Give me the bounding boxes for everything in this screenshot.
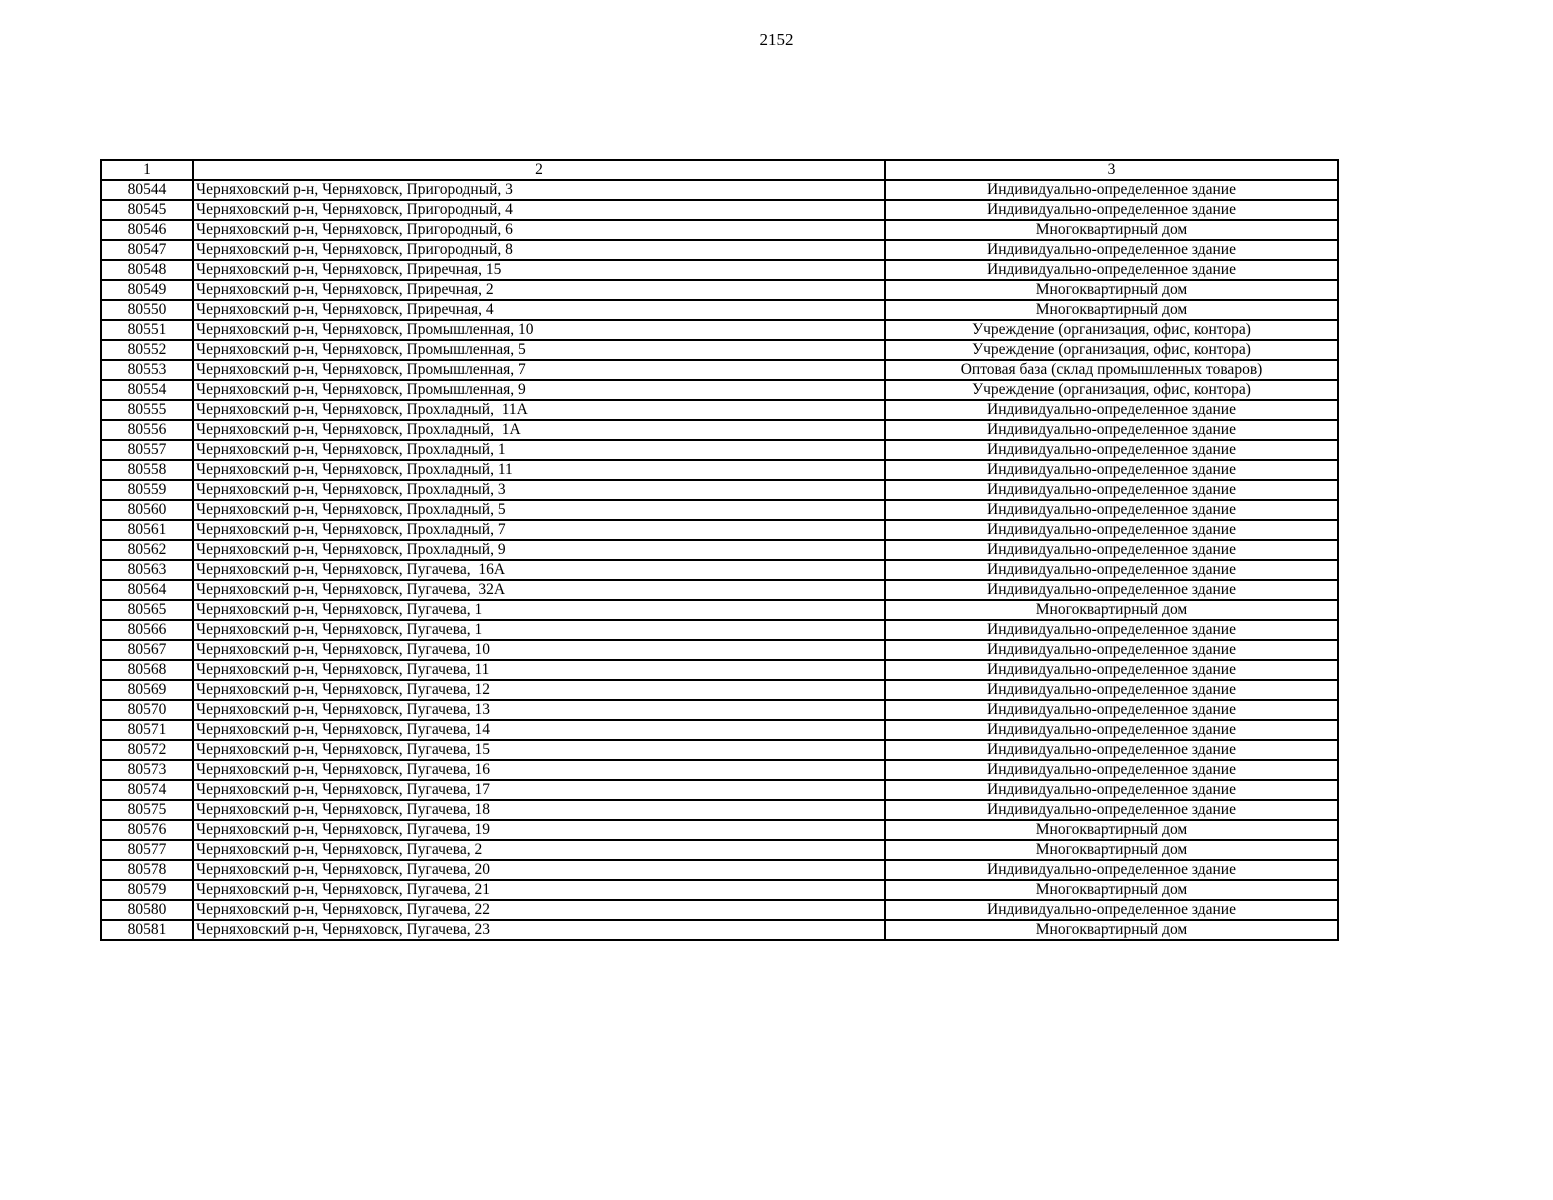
row-address: Черняховский р-н, Черняховск, Пугачева, 12	[193, 680, 885, 700]
table-row	[101, 420, 1338, 440]
row-address: Черняховский р-н, Черняховск, Промышленная, 10	[193, 320, 885, 340]
row-object-type: Индивидуально-определенное здание	[885, 560, 1338, 580]
table-row	[101, 540, 1338, 560]
row-address: Черняховский р-н, Черняховск, Пугачева, 14	[193, 720, 885, 740]
row-number: 80573	[101, 760, 193, 780]
table-row	[101, 320, 1338, 340]
header-cell-3: 3	[885, 160, 1338, 180]
row-address: Черняховский р-н, Черняховск, Промышленная, 7	[193, 360, 885, 380]
row-address: Черняховский р-н, Черняховск, Пугачева, 11	[193, 660, 885, 680]
row-object-type: Индивидуально-определенное здание	[885, 900, 1338, 920]
row-number: 80551	[101, 320, 193, 340]
table-row	[101, 460, 1338, 480]
row-address: Черняховский р-н, Черняховск, Пугачева, 16	[193, 760, 885, 780]
row-object-type: Индивидуально-определенное здание	[885, 200, 1338, 220]
row-object-type: Многоквартирный дом	[885, 820, 1338, 840]
table-row	[101, 780, 1338, 800]
row-address: Черняховский р-н, Черняховск, Пугачева, 22	[193, 900, 885, 920]
row-address: Черняховский р-н, Черняховск, Пригородный, 4	[193, 200, 885, 220]
table-row	[101, 360, 1338, 380]
row-object-type: Индивидуально-определенное здание	[885, 580, 1338, 600]
row-address: Черняховский р-н, Черняховск, Приречная, 15	[193, 260, 885, 280]
table-row	[101, 480, 1338, 500]
row-number: 80569	[101, 680, 193, 700]
row-address: Черняховский р-н, Черняховск, Промышленная, 9	[193, 380, 885, 400]
registry-table-body	[101, 160, 1338, 940]
row-address: Черняховский р-н, Черняховск, Прохладный, 3	[193, 480, 885, 500]
table-row	[101, 860, 1338, 880]
row-number: 80552	[101, 340, 193, 360]
table-row	[101, 340, 1338, 360]
row-number: 80568	[101, 660, 193, 680]
row-address: Черняховский р-н, Черняховск, Прохладный, 11А	[193, 400, 885, 420]
row-object-type: Многоквартирный дом	[885, 220, 1338, 240]
table-row	[101, 720, 1338, 740]
header-cell-1: 1	[101, 160, 193, 180]
row-address: Черняховский р-н, Черняховск, Пригородный, 8	[193, 240, 885, 260]
row-object-type: Индивидуально-определенное здание	[885, 260, 1338, 280]
row-number: 80567	[101, 640, 193, 660]
row-number: 80564	[101, 580, 193, 600]
row-object-type: Индивидуально-определенное здание	[885, 680, 1338, 700]
row-number: 80559	[101, 480, 193, 500]
row-address: Черняховский р-н, Черняховск, Пугачева, 23	[193, 920, 885, 940]
row-number: 80549	[101, 280, 193, 300]
row-object-type: Оптовая база (склад промышленных товаров)	[885, 360, 1338, 380]
header-cell-2: 2	[193, 160, 885, 180]
row-number: 80546	[101, 220, 193, 240]
table-row	[101, 500, 1338, 520]
table-row	[101, 440, 1338, 460]
row-object-type: Многоквартирный дом	[885, 880, 1338, 900]
table-row	[101, 820, 1338, 840]
table-row	[101, 260, 1338, 280]
row-number: 80554	[101, 380, 193, 400]
row-object-type: Индивидуально-определенное здание	[885, 540, 1338, 560]
row-address: Черняховский р-н, Черняховск, Пугачева, 15	[193, 740, 885, 760]
row-address: Черняховский р-н, Черняховск, Пугачева, 32А	[193, 580, 885, 600]
row-object-type: Индивидуально-определенное здание	[885, 460, 1338, 480]
row-object-type: Индивидуально-определенное здание	[885, 440, 1338, 460]
row-number: 80555	[101, 400, 193, 420]
row-object-type: Учреждение (организация, офис, контора)	[885, 340, 1338, 360]
row-address: Черняховский р-н, Черняховск, Прохладный, 7	[193, 520, 885, 540]
row-object-type: Индивидуально-определенное здание	[885, 860, 1338, 880]
table-header-row	[101, 160, 1338, 180]
row-number: 80545	[101, 200, 193, 220]
row-number: 80581	[101, 920, 193, 940]
row-object-type: Многоквартирный дом	[885, 280, 1338, 300]
table-row	[101, 840, 1338, 860]
row-number: 80575	[101, 800, 193, 820]
row-number: 80579	[101, 880, 193, 900]
row-object-type: Индивидуально-определенное здание	[885, 500, 1338, 520]
table-row	[101, 880, 1338, 900]
row-object-type: Индивидуально-определенное здание	[885, 480, 1338, 500]
table-row	[101, 180, 1338, 200]
row-address: Черняховский р-н, Черняховск, Пугачева, 10	[193, 640, 885, 660]
row-address: Черняховский р-н, Черняховск, Приречная, 2	[193, 280, 885, 300]
row-address: Черняховский р-н, Черняховск, Пригородный, 6	[193, 220, 885, 240]
row-number: 80562	[101, 540, 193, 560]
row-number: 80572	[101, 740, 193, 760]
table-row	[101, 900, 1338, 920]
row-address: Черняховский р-н, Черняховск, Пугачева, 21	[193, 880, 885, 900]
row-number: 80576	[101, 820, 193, 840]
row-address: Черняховский р-н, Черняховск, Пугачева, 1	[193, 600, 885, 620]
row-object-type: Индивидуально-определенное здание	[885, 720, 1338, 740]
row-number: 80560	[101, 500, 193, 520]
row-object-type: Индивидуально-определенное здание	[885, 760, 1338, 780]
row-address: Черняховский р-н, Черняховск, Прохладный, 1А	[193, 420, 885, 440]
row-number: 80556	[101, 420, 193, 440]
row-number: 80565	[101, 600, 193, 620]
row-object-type: Индивидуально-определенное здание	[885, 240, 1338, 260]
row-number: 80577	[101, 840, 193, 860]
table-row	[101, 760, 1338, 780]
row-object-type: Индивидуально-определенное здание	[885, 740, 1338, 760]
table-row	[101, 240, 1338, 260]
row-number: 80550	[101, 300, 193, 320]
row-number: 80570	[101, 700, 193, 720]
row-object-type: Индивидуально-определенное здание	[885, 520, 1338, 540]
row-address: Черняховский р-н, Черняховск, Пугачева, 16А	[193, 560, 885, 580]
registry-table	[100, 159, 1339, 941]
row-object-type: Многоквартирный дом	[885, 300, 1338, 320]
table-row	[101, 620, 1338, 640]
table-row	[101, 560, 1338, 580]
table-row	[101, 580, 1338, 600]
row-number: 80578	[101, 860, 193, 880]
row-address: Черняховский р-н, Черняховск, Пугачева, 20	[193, 860, 885, 880]
table-row	[101, 600, 1338, 620]
row-address: Черняховский р-н, Черняховск, Прохладный, 11	[193, 460, 885, 480]
row-object-type: Индивидуально-определенное здание	[885, 700, 1338, 720]
row-number: 80571	[101, 720, 193, 740]
row-address: Черняховский р-н, Черняховск, Приречная, 4	[193, 300, 885, 320]
row-address: Черняховский р-н, Черняховск, Прохладный, 5	[193, 500, 885, 520]
row-number: 80574	[101, 780, 193, 800]
table-row	[101, 200, 1338, 220]
row-number: 80561	[101, 520, 193, 540]
row-object-type: Индивидуально-определенное здание	[885, 660, 1338, 680]
row-address: Черняховский р-н, Черняховск, Пугачева, 17	[193, 780, 885, 800]
table-row	[101, 680, 1338, 700]
row-address: Черняховский р-н, Черняховск, Пугачева, 2	[193, 840, 885, 860]
row-address: Черняховский р-н, Черняховск, Пугачева, 1	[193, 620, 885, 640]
row-number: 80580	[101, 900, 193, 920]
row-number: 80557	[101, 440, 193, 460]
row-address: Черняховский р-н, Черняховск, Пугачева, 19	[193, 820, 885, 840]
row-object-type: Многоквартирный дом	[885, 600, 1338, 620]
row-address: Черняховский р-н, Черняховск, Пугачева, 18	[193, 800, 885, 820]
row-address: Черняховский р-н, Черняховск, Прохладный, 1	[193, 440, 885, 460]
row-object-type: Индивидуально-определенное здание	[885, 640, 1338, 660]
table-row	[101, 280, 1338, 300]
table-row	[101, 400, 1338, 420]
table-row	[101, 640, 1338, 660]
row-number: 80558	[101, 460, 193, 480]
row-number: 80566	[101, 620, 193, 640]
table-row	[101, 520, 1338, 540]
row-object-type: Индивидуально-определенное здание	[885, 180, 1338, 200]
table-row	[101, 380, 1338, 400]
row-object-type: Индивидуально-определенное здание	[885, 420, 1338, 440]
table-row	[101, 740, 1338, 760]
table-row	[101, 300, 1338, 320]
row-number: 80548	[101, 260, 193, 280]
table-row	[101, 920, 1338, 940]
table-row	[101, 220, 1338, 240]
row-number: 80563	[101, 560, 193, 580]
row-address: Черняховский р-н, Черняховск, Промышленная, 5	[193, 340, 885, 360]
row-object-type: Многоквартирный дом	[885, 920, 1338, 940]
row-object-type: Учреждение (организация, офис, контора)	[885, 320, 1338, 340]
row-address: Черняховский р-н, Черняховск, Прохладный, 9	[193, 540, 885, 560]
row-object-type: Индивидуально-определенное здание	[885, 400, 1338, 420]
table-row	[101, 660, 1338, 680]
row-address: Черняховский р-н, Черняховск, Пригородный, 3	[193, 180, 885, 200]
row-object-type: Учреждение (организация, офис, контора)	[885, 380, 1338, 400]
table-row	[101, 700, 1338, 720]
row-number: 80553	[101, 360, 193, 380]
row-object-type: Многоквартирный дом	[885, 840, 1338, 860]
row-object-type: Индивидуально-определенное здание	[885, 780, 1338, 800]
row-address: Черняховский р-н, Черняховск, Пугачева, 13	[193, 700, 885, 720]
row-number: 80547	[101, 240, 193, 260]
page-number: 2152	[759, 30, 794, 49]
row-object-type: Индивидуально-определенное здание	[885, 800, 1338, 820]
row-object-type: Индивидуально-определенное здание	[885, 620, 1338, 640]
row-number: 80544	[101, 180, 193, 200]
table-row	[101, 800, 1338, 820]
